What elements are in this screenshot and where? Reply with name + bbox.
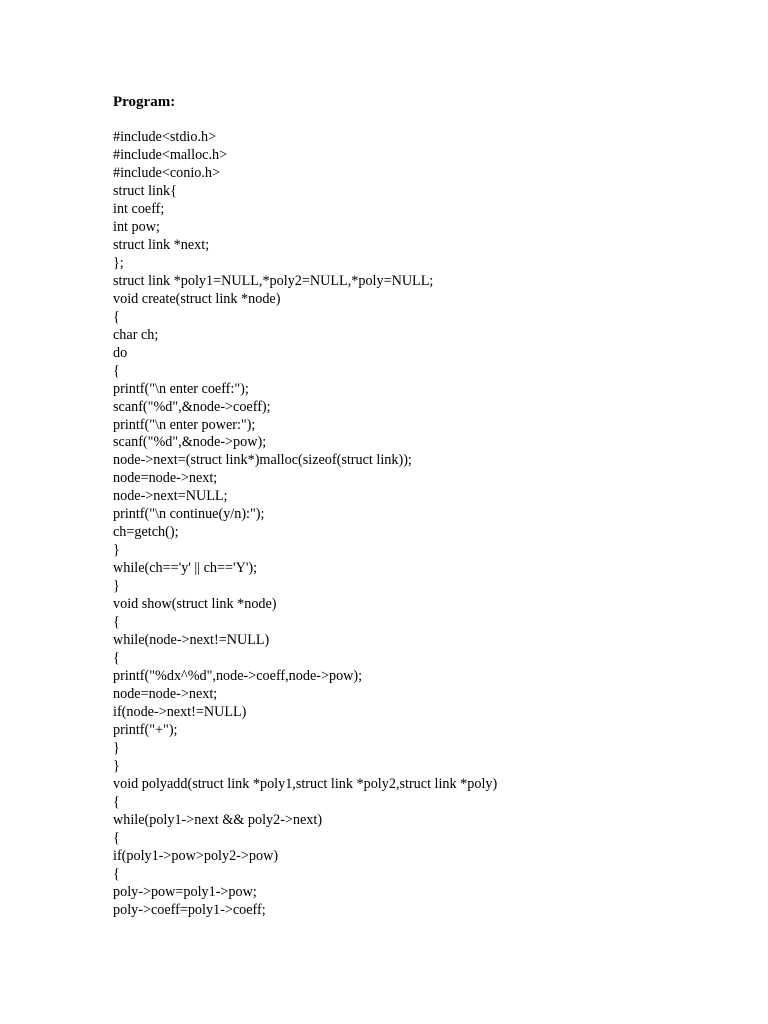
code-line: } bbox=[113, 542, 120, 559]
code-line: while(ch=='y' || ch=='Y'); bbox=[113, 560, 258, 577]
code-line: { bbox=[113, 793, 120, 810]
code-line: ch=getch(); bbox=[113, 524, 179, 541]
code-line: } bbox=[113, 739, 120, 756]
code-line: }; bbox=[113, 254, 124, 271]
code-line: while(poly1->next && poly2->next) bbox=[113, 811, 323, 828]
code-line: scanf("%d",&node->coeff); bbox=[113, 398, 271, 415]
code-line: void polyadd(struct link *poly1,struct link *poly2,struct link *poly) bbox=[113, 775, 498, 792]
code-line: struct link{ bbox=[113, 182, 177, 199]
code-line: node=node->next; bbox=[113, 470, 218, 487]
code-line: node=node->next; bbox=[113, 686, 218, 703]
code-line: struct link *next; bbox=[113, 236, 210, 253]
code-line: char ch; bbox=[113, 326, 159, 343]
code-line: int coeff; bbox=[113, 200, 165, 217]
code-listing bbox=[113, 129, 497, 920]
code-line: int pow; bbox=[113, 218, 160, 235]
code-line: void show(struct link *node) bbox=[113, 596, 277, 613]
code-line: printf("\n enter power:"); bbox=[113, 416, 256, 433]
code-line: { bbox=[113, 362, 120, 379]
code-line: } bbox=[113, 578, 120, 595]
code-line: while(node->next!=NULL) bbox=[113, 632, 270, 649]
code-line: struct link *poly1=NULL,*poly2=NULL,*poly=NULL; bbox=[113, 272, 434, 289]
code-line: { bbox=[113, 865, 120, 882]
code-line: #include<stdio.h> bbox=[113, 129, 217, 145]
code-line: poly->coeff=poly1->coeff; bbox=[113, 901, 266, 918]
code-line: printf("%dx^%d",node->coeff,node->pow); bbox=[113, 668, 363, 685]
code-line: { bbox=[113, 650, 120, 667]
code-line: printf("\n enter coeff:"); bbox=[113, 380, 249, 397]
code-line: #include<malloc.h> bbox=[113, 146, 228, 163]
code-line: void create(struct link *node) bbox=[113, 290, 281, 307]
code-line: printf("\n continue(y/n):"); bbox=[113, 506, 265, 523]
code-line: node->next=(struct link*)malloc(sizeof(struct link)); bbox=[113, 452, 412, 469]
program-heading: Program: bbox=[113, 94, 176, 110]
code-line: { bbox=[113, 829, 120, 846]
code-line: printf("+"); bbox=[113, 721, 178, 738]
code-line: #include<conio.h> bbox=[113, 164, 221, 181]
code-line: poly->pow=poly1->pow; bbox=[113, 883, 257, 900]
code-line: { bbox=[113, 614, 120, 631]
code-line: node->next=NULL; bbox=[113, 488, 228, 505]
code-line: scanf("%d",&node->pow); bbox=[113, 434, 267, 451]
code-line: if(poly1->pow>poly2->pow) bbox=[113, 847, 279, 864]
code-line: if(node->next!=NULL) bbox=[113, 704, 247, 720]
code-line: do bbox=[113, 344, 128, 361]
code-line: } bbox=[113, 757, 120, 774]
code-line: { bbox=[113, 308, 120, 325]
